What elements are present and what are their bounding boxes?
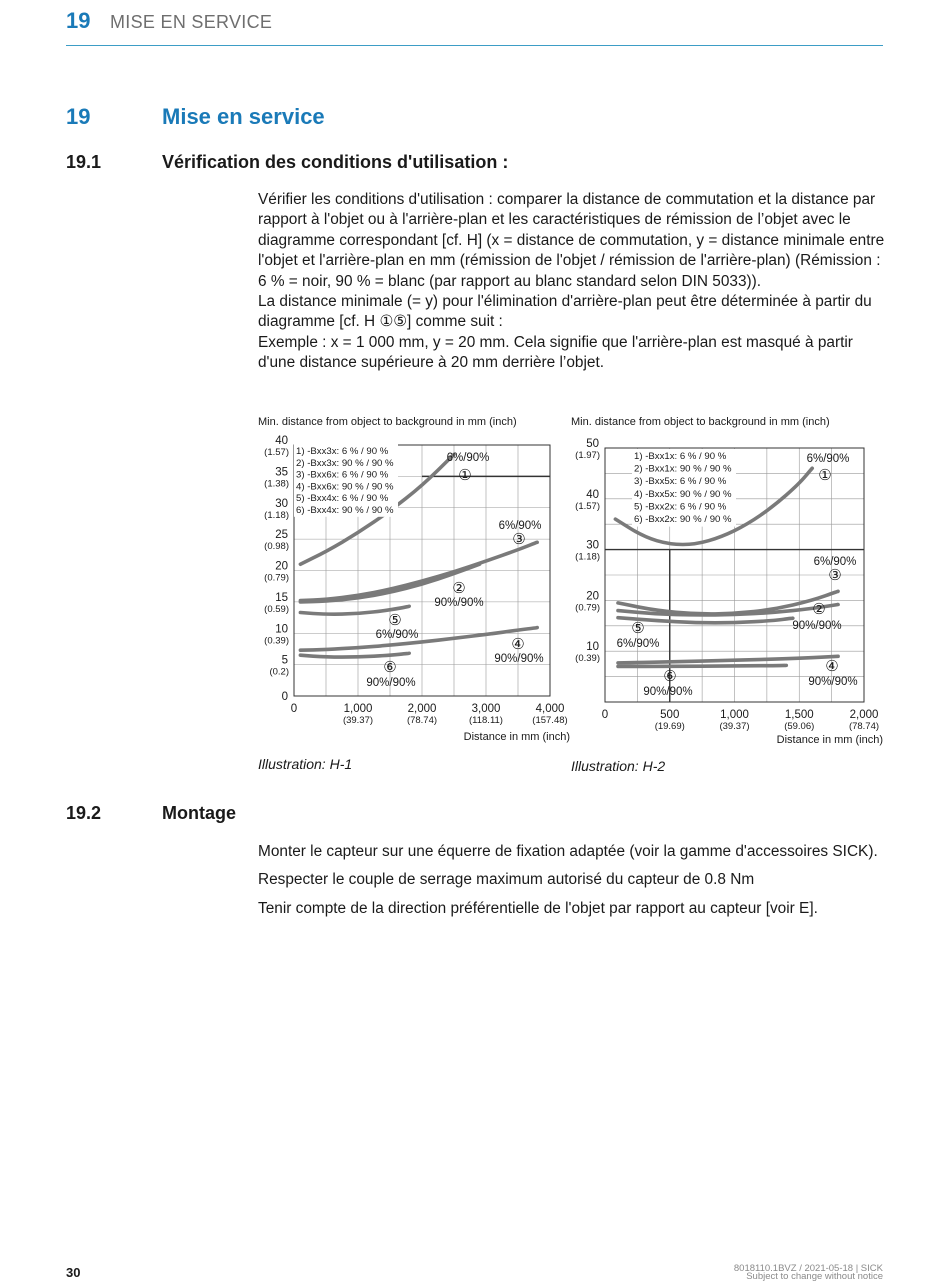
y-tick-sublabel: (1.18) [575,551,600,563]
chart-h2 [568,412,890,748]
y-tick-label: 20 [275,560,288,573]
series-annotation-1: 6%/90% [446,452,490,464]
header-chapter-number: 19 [66,8,91,33]
x-tick-sublabel: (157.48) [532,715,568,726]
x-tick-label: 0 [601,709,609,721]
y-tick-sublabel: (1.57) [264,447,289,458]
series-marker-6: ⑥ [383,658,397,676]
series-marker-2: ② [452,579,466,597]
series-curve-6 [300,653,409,657]
footer-doc-info: 8018110.1BVZ / 2021-05-18 | SICK [733,1263,883,1274]
legend-entry: 6) -Bxx2x: 90 % / 90 % [634,514,732,525]
series-annotation-3: 6%/90% [813,556,857,568]
section-title: Mise en service [162,104,325,129]
y-tick-label: 5 [281,654,288,667]
legend-entry: 2) -Bxx1x: 90 % / 90 % [634,463,732,475]
x-tick-label: 2,000 [849,709,879,721]
series-annotation-2: 90%/90% [434,597,484,609]
paragraph: Respecter le couple de serrage maximum autorisé du capteur de 0.8 Nm [258,871,755,889]
x-tick-sublabel: (19.69) [654,721,685,732]
x-tick-label: 2,000 [407,703,437,715]
x-tick-label: 4,000 [535,703,565,715]
paragraph: Vérifier les conditions d'utilisation : comparer la distance de commutation et la distance par rapport à l'objet ou à l'arrière-plan et les caractéristiques de rémission de l’objet avec le diagramme correspondant [cf. H] (x = distance de commutation, y = distance minimale entre l'objet et l'arrière-plan en mm (rémission de l'objet / rémission de l'arrière-plan) (Rémission : 6 % = noir, 90 % = blanc (par rapport au blanc standard selon DIN 5033)). [258,191,885,290]
series-curve-4 [300,628,537,651]
legend-entry: 3) -Bxx5x: 6 % / 90 % [634,476,727,488]
paragraph: Exemple : x = 1 000 mm, y = 20 mm. Cela signifie que l'arrière-plan est masqué à partir d'une distance supérieure à 20 mm derrière l’objet. [258,333,853,372]
series-annotation-2: 90%/90% [792,620,842,632]
x-tick-label: 1,500 [784,709,814,721]
y-tick-label: 40 [586,488,599,501]
running-header [66,8,883,46]
series-annotation-6: 90%/90% [643,686,693,698]
y-tick-label: 30 [586,539,599,552]
caption-h1: Illustration: H-1 [258,756,353,772]
y-tick-sublabel: (0.79) [264,572,289,584]
y-tick-sublabel: (1.97) [575,450,600,461]
y-tick-label: 10 [275,623,288,636]
series-marker-5: ⑤ [631,619,645,637]
x-tick-label: 1,000 [343,703,373,715]
subsection-1-body [258,190,890,374]
legend-entry: 5) -Bxx2x: 6 % / 90 % [634,501,727,513]
y-tick-sublabel: (0.59) [264,603,289,615]
x-tick-label: 3,000 [471,703,501,715]
paragraph: Monter le capteur sur une équerre de fixation adaptée (voir la gamme d'accessoires SICK). [258,843,878,860]
series-annotation-4: 90%/90% [494,653,544,665]
y-tick-sublabel: (0.98) [264,541,289,553]
y-tick-sublabel: (1.57) [575,500,600,512]
series-marker-3: ③ [512,530,526,548]
legend-entry: 1) -Bxx1x: 6 % / 90 % [634,451,727,462]
subsection-1-title: Vérification des conditions d'utilisation : [162,152,509,172]
series-marker-4: ④ [825,657,839,675]
x-tick-label: 0 [290,703,298,715]
page-number: 30 [66,1265,81,1280]
y-tick-sublabel: (1.38) [264,478,289,490]
y-tick-label: 30 [275,497,288,510]
x-axis-label: Distance in mm (inch) [463,731,570,743]
y-tick-sublabel: (0.79) [575,602,600,614]
legend-entry: 6) -Bxx4x: 90 % / 90 % [296,505,394,516]
y-tick-label: 40 [275,435,288,447]
legend-entry: 1) -Bxx3x: 6 % / 90 % [296,446,389,457]
y-tick-label: 25 [275,529,288,542]
legend-entry: 4) -Bxx5x: 90 % / 90 % [634,488,732,500]
series-annotation-6: 90%/90% [366,677,416,689]
series-marker-1: ① [818,466,832,484]
series-marker-4: ④ [511,635,525,653]
subsection-2-number: 19.2 [66,803,102,823]
chart-h2-svg [568,412,890,748]
paragraph: Tenir compte de la direction préférentielle de l'objet par rapport au capteur [voir E]. [258,899,818,917]
y-axis-label: Min. distance from object to background in mm (inch) [571,416,830,428]
subsection-2-body [258,842,890,919]
x-tick-sublabel: (78.74) [406,715,438,726]
x-tick-label: 1,000 [720,709,749,721]
caption-h2: Illustration: H-2 [571,758,666,774]
series-curve-6 [618,665,786,666]
series-marker-2: ② [812,600,826,618]
legend-entry: 2) -Bxx3x: 90 % / 90 % [296,457,394,469]
legend-entry: 5) -Bxx4x: 6 % / 90 % [296,493,389,505]
x-tick-label: 500 [660,709,680,721]
x-tick-sublabel: (118.11) [469,715,503,726]
legend-entry: 4) -Bxx6x: 90 % / 90 % [296,481,394,493]
paragraph: La distance minimale (= y) pour l'élimination d'arrière-plan peut être déterminée à partir du diagramme [cf. H ①⑤] comme suit : [258,293,872,331]
header-chapter-title: MISE EN SERVICE [110,12,273,32]
x-tick-sublabel: (78.74) [848,721,880,732]
series-annotation-1: 6%/90% [806,453,850,465]
subsection-2-title: Montage [162,803,236,823]
series-marker-1: ① [458,466,472,484]
x-axis-label: Distance in mm (inch) [776,734,883,746]
x-tick-sublabel: (39.37) [719,721,750,732]
series-annotation-3: 6%/90% [498,520,542,532]
y-tick-sublabel: (0.39) [575,653,600,665]
chart-h1 [256,412,576,746]
series-annotation-4: 90%/90% [808,676,858,688]
y-tick-label: 0 [281,691,288,703]
x-tick-sublabel: (59.06) [784,721,815,732]
section-number: 19 [66,104,91,129]
y-tick-sublabel: (1.18) [264,509,289,521]
y-tick-label: 10 [586,641,599,654]
y-tick-label: 15 [275,591,288,604]
series-annotation-5: 6%/90% [375,629,419,641]
legend-entry: 3) -Bxx6x: 6 % / 90 % [296,469,389,481]
series-curve-4 [618,656,838,663]
y-tick-label: 35 [275,466,288,479]
subsection-1-number: 19.1 [66,152,102,172]
x-tick-sublabel: (39.37) [342,715,374,726]
series-marker-6: ⑥ [663,667,677,685]
y-tick-label: 50 [586,438,599,450]
series-annotation-5: 6%/90% [616,638,660,650]
series-curve-3 [300,542,537,600]
series-marker-3: ③ [828,566,842,584]
y-tick-sublabel: (0.2) [269,666,289,678]
footer-notice: Subject to change without notice [746,1271,883,1282]
y-axis-label: Min. distance from object to background in mm (inch) [258,416,517,428]
series-marker-5: ⑤ [388,611,402,629]
chart-h1-svg [256,412,576,746]
y-tick-label: 20 [586,590,599,603]
y-tick-sublabel: (0.39) [264,635,289,647]
